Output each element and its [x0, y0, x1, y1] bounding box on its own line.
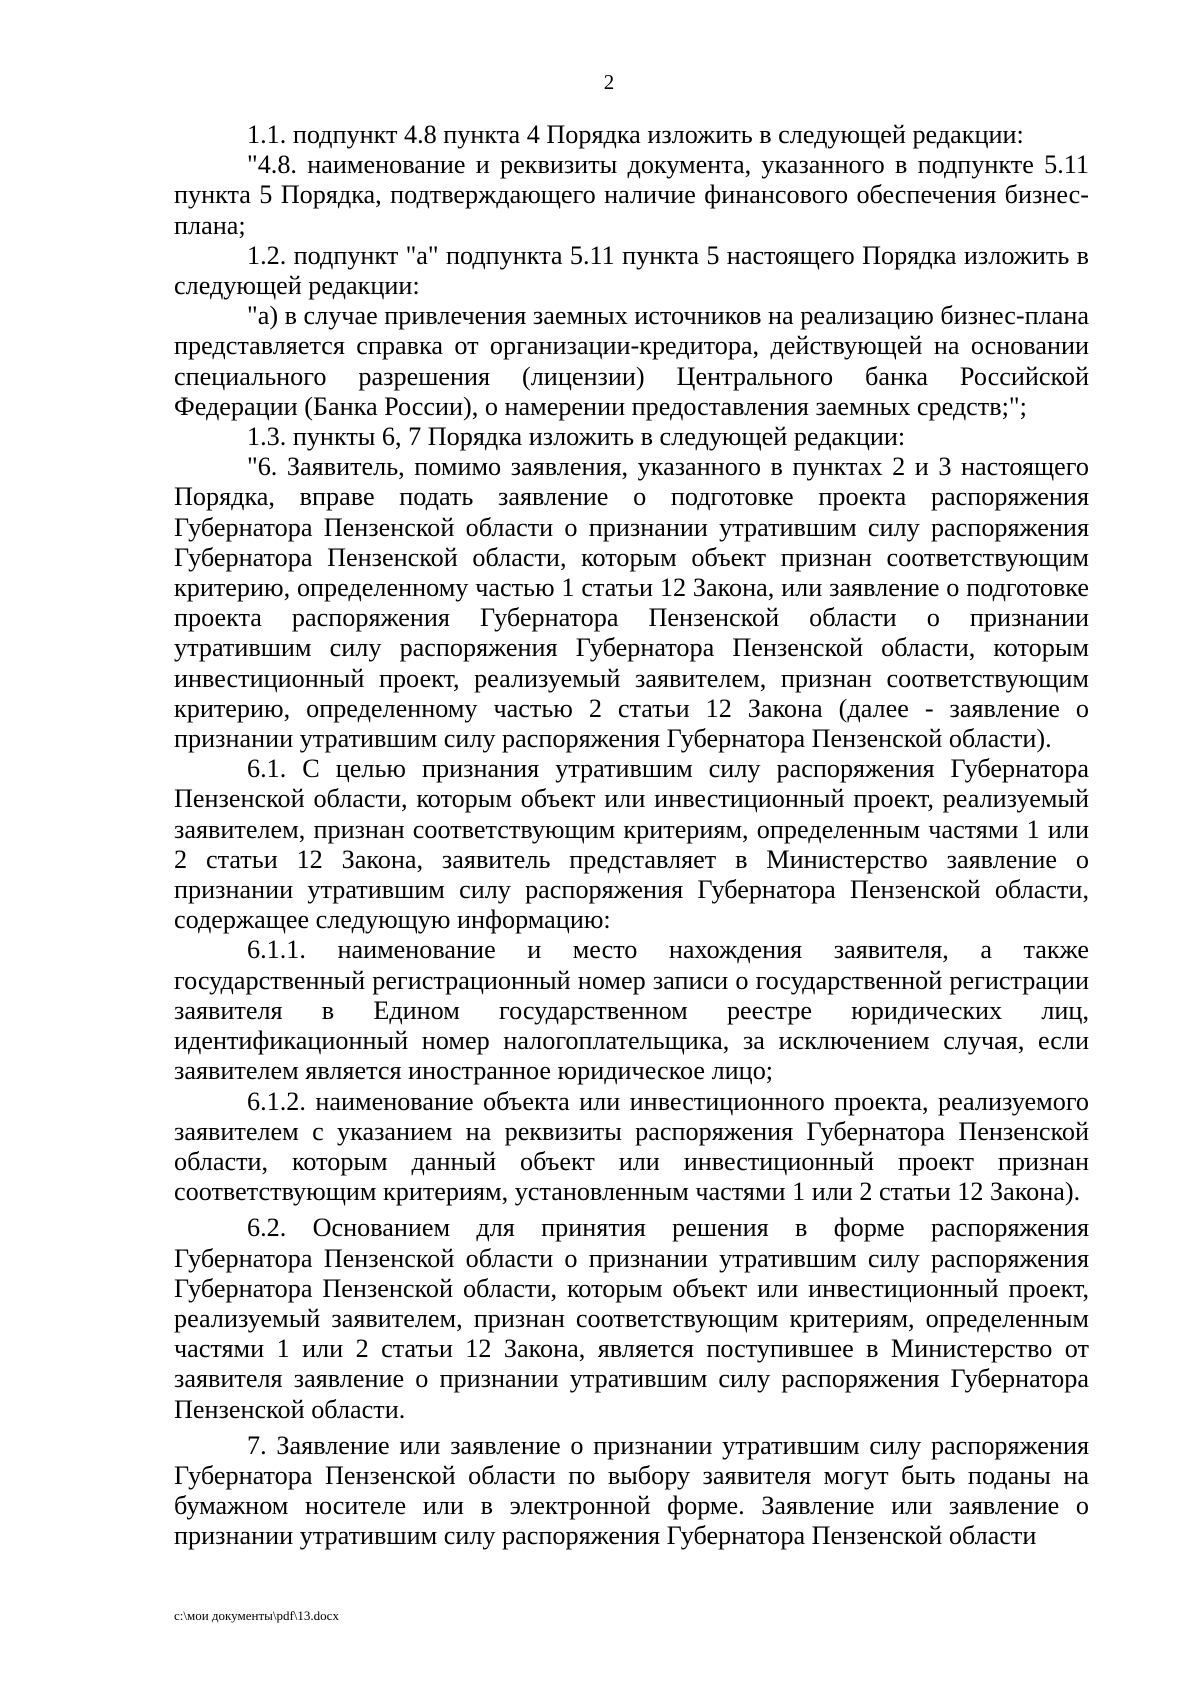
document-body — [174, 120, 1089, 1552]
paragraph-7: 7. Заявление или заявление о признании утратившим силу распоряжения Губернатора Пензенской области по выбору заявителя могут быть поданы на бумажном носителе или в электронной форме. Заявление или заявление о признании утратившим силу распоряжения Губернатора Пензенской области — [174, 1430, 1089, 1551]
paragraph-subpoint-a: "а) в случае привлечения заемных источников на реализацию бизнес-плана представляется справка от организации-кредитора, действующей на основании специального разрешения (лицензии) Центрального банка Российской Федерации (Банка России), о намерении предоставления заемных средств;"; — [174, 301, 1089, 421]
paragraph-6-1-2: 6.1.2. наименование объекта или инвестиционного проекта, реализуемого заявителем с указанием на реквизиты распоряжения Губернатора Пензенской области, которым данный объект или инвестиционный проект признан соответствующим критериям, установленным частями 1 или 2 статьи 12 Закона). — [174, 1086, 1089, 1207]
paragraph-6-1-1: 6.1.1. наименование и место нахождения заявителя, а также государственный регистрационный номер записи о государственной регистрации заявителя в Едином государственном реестре юридических лиц, идентификационный номер налогоплательщика, за исключением случая, если заявителем является иностранное юридическое лицо; — [174, 935, 1089, 1086]
paragraph-1-3: 1.3. пункты 6, 7 Порядка изложить в следующей редакции: — [247, 422, 906, 452]
paragraph-4-8: "4.8. наименование и реквизиты документа, указанного в подпункте 5.11 пункта 5 Порядка, подтверждающего наличие финансового обеспечения бизнес-плана; — [174, 150, 1089, 240]
footer-file-path: c:\мои документы\pdf\13.docx — [174, 1608, 339, 1623]
paragraph-1-2: 1.2. подпункт "а" подпункта 5.11 пункта 5 настоящего Порядка изложить в следующей редакции: — [174, 240, 1089, 301]
paragraph-1-1: 1.1. подпункт 4.8 пункта 4 Порядка изложить в следующей редакции: — [247, 120, 1024, 149]
paragraph-6-1: 6.1. С целью признания утратившим силу распоряжения Губернатора Пензенской области, которым объект или инвестиционный проект, реализуемый заявителем, признан соответствующим критериям, определенным частями 1 или 2 статьи 12 Закона, заявитель представляет в Министерство заявление о признании утратившим силу распоряжения Губернатора Пензенской области, содержащее следующую информацию: — [174, 754, 1089, 935]
paragraph-6: "6. Заявитель, помимо заявления, указанного в пунктах 2 и 3 настоящего Порядка, вправе подать заявление о подготовке проекта распоряжения Губернатора Пензенской области о признании утратившим силу распоряжения Губернатора Пензенской области, которым объект признан соответствующим критерию, определенному частью 1 статьи 12 Закона, или заявление о подготовке проекта распоряжения Губернатора Пензенской области о признании утратившим силу распоряжения Губернатора Пензенской области, которым инвестиционный проект, реализуемый заявителем, признан соответствующим критерию, определенному частью 2 статьи 12 Закона (далее - заявление о признании утратившим силу распоряжения Губернатора Пензенской области). — [174, 452, 1089, 754]
paragraph-6-2: 6.2. Основанием для принятия решения в форме распоряжения Губернатора Пензенской области о признании утратившим силу распоряжения Губернатора Пензенской области, которым объект или инвестиционный проект, реализуемый заявителем, признан соответствующим критериям, определенным частями 1 или 2 статьи 12 Закона, является поступившее в Министерство от заявителя заявление о признании утратившим силу распоряжения Губернатора Пензенской области. — [174, 1213, 1089, 1424]
page-number: 2 — [603, 70, 615, 94]
